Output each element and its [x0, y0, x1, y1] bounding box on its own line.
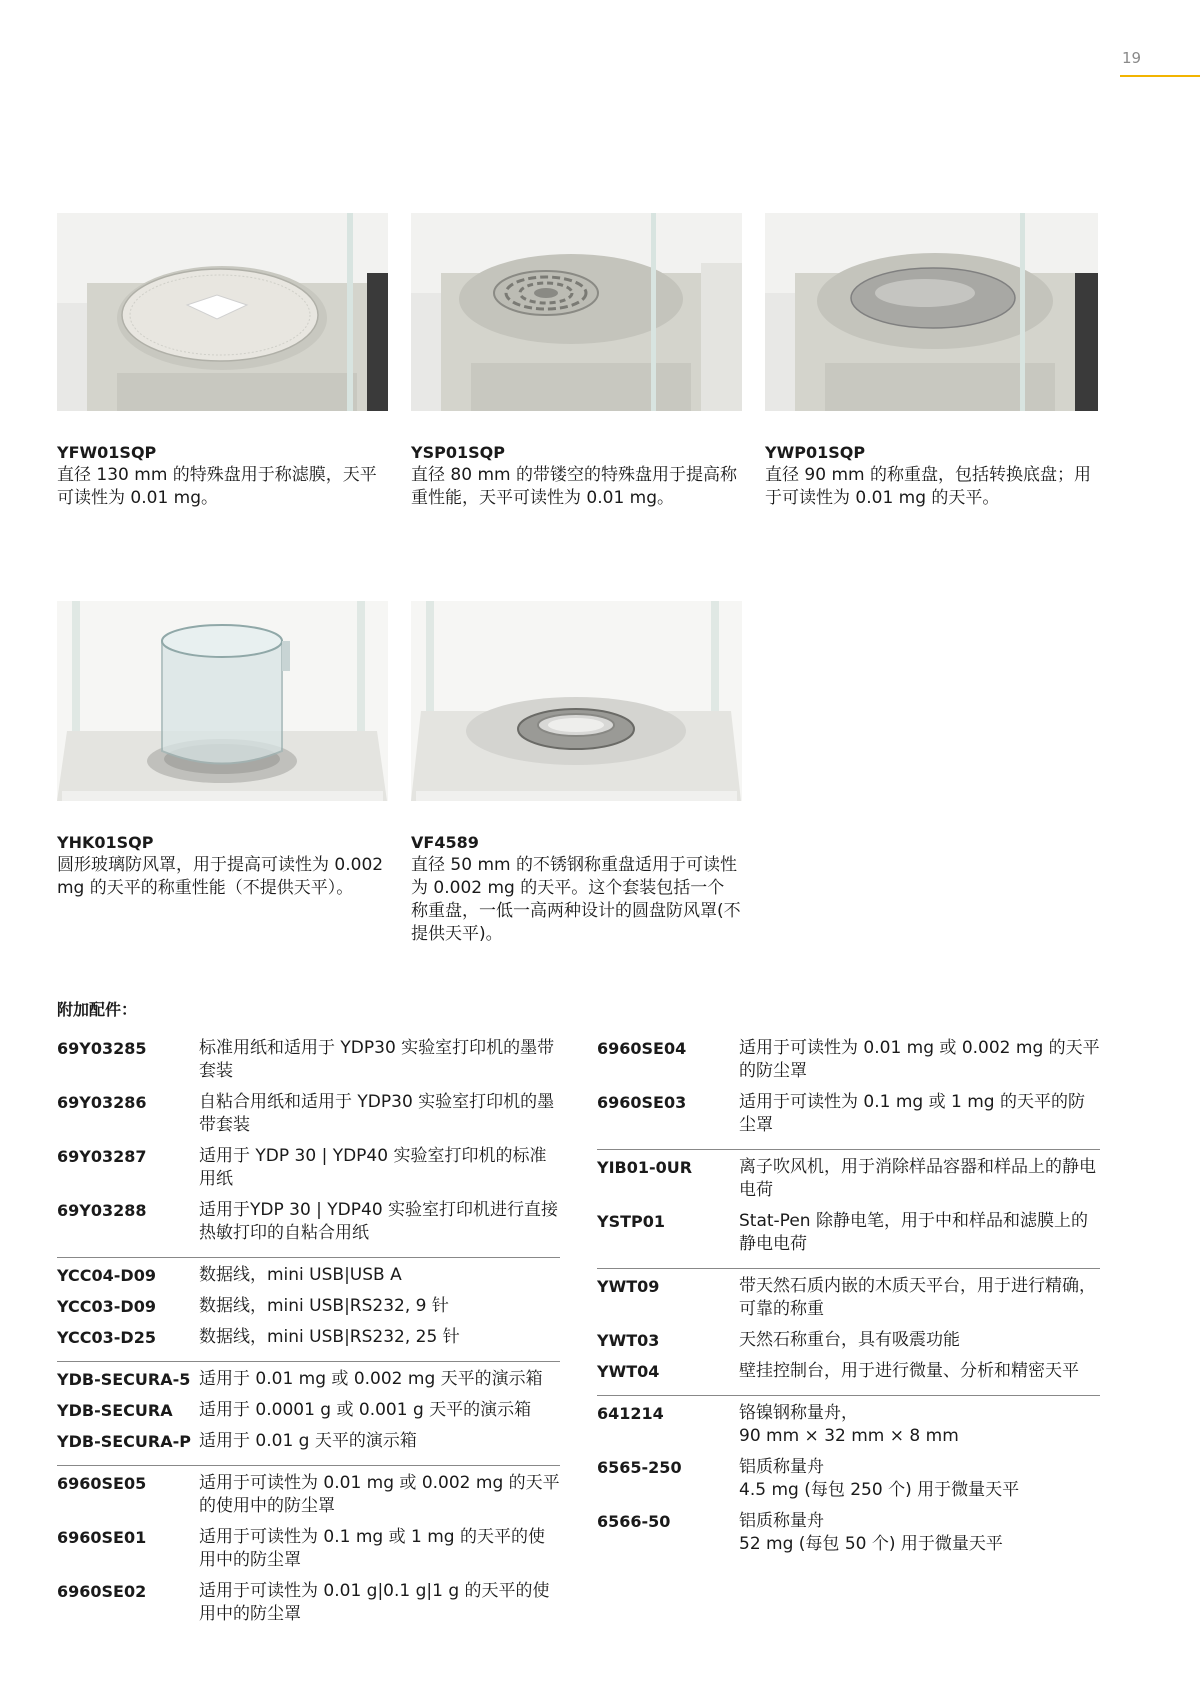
accessory-row — [57, 1578, 560, 1632]
accessory-row — [57, 1143, 560, 1197]
accessory-row — [597, 1154, 1100, 1208]
accessory-code: 69Y03288 — [57, 1201, 147, 1220]
accessory-description: 适用于 YDP 30 | YDP40 实验室打印机的标准用纸 — [199, 1146, 547, 1189]
accessory-group — [597, 1269, 1100, 1396]
accessory-row — [597, 1454, 1100, 1508]
accessory-description: 适用于YDP 30 | YDP40 实验室打印机进行直接热敏打印的自粘合用纸 — [199, 1200, 559, 1243]
accessory-description: 适用于可读性为 0.01 mg 或 0.002 mg 的天平的防尘罩 — [739, 1038, 1100, 1081]
product-yhk01sqp — [57, 831, 387, 900]
product-photo-perforated-pan — [411, 213, 742, 411]
accessory-code: YWT09 — [597, 1277, 660, 1296]
accessory-description: 壁挂控制台，用于进行微量、分析和精密天平 — [739, 1361, 1079, 1381]
accessory-code: YWT03 — [597, 1331, 660, 1350]
accessory-description: 天然石称重台，具有吸震功能 — [739, 1330, 960, 1350]
accessory-code: 6565-250 — [597, 1458, 682, 1477]
accessory-description: 适用于 0.01 mg 或 0.002 mg 天平的演示箱 — [199, 1369, 543, 1389]
accessory-row — [57, 1262, 560, 1293]
accessory-code: YDB-SECURA-5 — [57, 1370, 191, 1389]
product-ysp01sqp — [411, 441, 741, 510]
product-photo-glass-draft-shield — [57, 601, 388, 801]
accessory-code: 6566-50 — [597, 1512, 671, 1531]
product-description: 直径 50 mm 的不锈钢称重盘适用于可读性为 0.002 mg 的天平。这个套装包括一个称重盘，一低一高两种设计的圆盘防风罩(不提供天平)。 — [411, 855, 741, 944]
accessory-description: Stat-Pen 除静电笔，用于中和样品和滤膜上的静电电荷 — [739, 1211, 1088, 1254]
accessory-code: YCC03-D09 — [57, 1297, 156, 1316]
accessory-code: YCC04-D09 — [57, 1266, 156, 1285]
product-code: YFW01SQP — [57, 443, 157, 462]
accessory-description: 数据线，mini USB|RS232, 25 针 — [199, 1327, 460, 1347]
accessory-description: 适用于可读性为 0.1 mg 或 1 mg 的天平的使用中的防尘罩 — [199, 1527, 545, 1570]
accessory-description: 适用于可读性为 0.01 g|0.1 g|1 g 的天平的使用中的防尘罩 — [199, 1581, 550, 1624]
accessories-right-column — [597, 1031, 1100, 1568]
accessory-row — [57, 1293, 560, 1324]
accessory-row — [597, 1208, 1100, 1262]
accessory-row — [57, 1524, 560, 1578]
accessory-row — [597, 1089, 1100, 1143]
accessory-row — [57, 1035, 560, 1089]
accessory-code: YCC03-D25 — [57, 1328, 156, 1347]
accessory-description: 标准用纸和适用于 YDP30 实验室打印机的墨带套装 — [199, 1038, 555, 1081]
accessory-row — [57, 1324, 560, 1355]
product-code: YHK01SQP — [57, 833, 154, 852]
accessory-row — [597, 1400, 1100, 1454]
accessory-group — [597, 1150, 1100, 1269]
accessory-group — [57, 1031, 560, 1258]
product-code: YSP01SQP — [411, 443, 505, 462]
accessory-code: 69Y03285 — [57, 1039, 147, 1058]
accessory-code: 69Y03287 — [57, 1147, 147, 1166]
accessory-code: YDB-SECURA-P — [57, 1432, 191, 1451]
product-code: VF4589 — [411, 833, 479, 852]
accessory-description: 铬镍钢称量舟， 90 mm × 32 mm × 8 mm — [739, 1403, 959, 1446]
accessory-description: 数据线，mini USB|RS232, 9 针 — [199, 1296, 449, 1316]
accessory-row — [597, 1327, 1100, 1358]
product-code: YWP01SQP — [765, 443, 866, 462]
accessory-group — [57, 1466, 560, 1638]
accessory-description: 离子吹风机，用于消除样品容器和样品上的静电电荷 — [739, 1157, 1096, 1200]
accessory-code: 641214 — [597, 1404, 664, 1423]
accessory-row — [57, 1470, 560, 1524]
accessory-description: 带天然石质内嵌的木质天平台，用于进行精确，可靠的称重 — [739, 1276, 1096, 1319]
accessory-description: 适用于可读性为 0.01 mg 或 0.002 mg 的天平的使用中的防尘罩 — [199, 1473, 560, 1516]
product-photo-stainless-pan — [411, 601, 742, 801]
product-description: 直径 90 mm 的称重盘，包括转换底盘；用于可读性为 0.01 mg 的天平。 — [765, 465, 1091, 508]
product-description: 直径 130 mm 的特殊盘用于称滤膜，天平可读性为 0.01 mg。 — [57, 465, 377, 508]
accessory-code: YWT04 — [597, 1362, 660, 1381]
accessory-code: 69Y03286 — [57, 1093, 147, 1112]
product-description: 直径 80 mm 的带镂空的特殊盘用于提高称重性能，天平可读性为 0.01 mg。 — [411, 465, 737, 508]
accessory-code: YIB01-0UR — [597, 1158, 693, 1177]
accessory-row — [57, 1089, 560, 1143]
accessories-left-column — [57, 1031, 560, 1638]
accessory-code: 6960SE01 — [57, 1528, 147, 1547]
product-ywp01sqp — [765, 441, 1095, 510]
accessory-code: 6960SE04 — [597, 1039, 687, 1058]
accessory-row — [597, 1273, 1100, 1327]
accessory-description: 适用于可读性为 0.1 mg 或 1 mg 的天平的防尘罩 — [739, 1092, 1085, 1135]
accessory-row — [597, 1035, 1100, 1089]
product-vf4589 — [411, 831, 741, 946]
accessories-heading: 附加配件： — [57, 1000, 138, 1019]
accessory-row — [57, 1397, 560, 1428]
accessory-description: 自粘合用纸和适用于 YDP30 实验室打印机的墨带套装 — [199, 1092, 555, 1135]
accessory-row — [57, 1428, 560, 1459]
product-yfw01sqp — [57, 441, 387, 510]
product-photo-filter-pan — [57, 213, 388, 411]
accessory-row — [57, 1366, 560, 1397]
page-number: 19 — [1122, 49, 1142, 67]
page-number-rule — [1120, 75, 1200, 77]
accessory-code: 6960SE03 — [597, 1093, 687, 1112]
product-description: 圆形玻璃防风罩，用于提高可读性为 0.002 mg 的天平的称重性能（不提供天平）。 — [57, 855, 384, 898]
accessory-code: 6960SE02 — [57, 1582, 147, 1601]
accessory-group — [57, 1362, 560, 1466]
accessory-description: 适用于 0.01 g 天平的演示箱 — [199, 1431, 417, 1451]
accessory-code: 6960SE05 — [57, 1474, 147, 1493]
accessory-description: 铝质称量舟 52 mg (每包 50 个) 用于微量天平 — [739, 1511, 1003, 1554]
accessory-description: 适用于 0.0001 g 或 0.001 g 天平的演示箱 — [199, 1400, 532, 1420]
accessory-group — [57, 1258, 560, 1362]
accessory-description: 数据线，mini USB|USB A — [199, 1265, 402, 1285]
accessory-group — [597, 1396, 1100, 1568]
accessory-row — [57, 1197, 560, 1251]
product-photo-weighing-pan — [765, 213, 1098, 411]
accessory-code: YDB-SECURA — [57, 1401, 173, 1420]
accessory-description: 铝质称量舟 4.5 mg (每包 250 个) 用于微量天平 — [739, 1457, 1020, 1500]
accessory-group — [597, 1031, 1100, 1150]
accessory-row — [597, 1358, 1100, 1389]
accessory-row — [597, 1508, 1100, 1562]
accessory-code: YSTP01 — [597, 1212, 666, 1231]
